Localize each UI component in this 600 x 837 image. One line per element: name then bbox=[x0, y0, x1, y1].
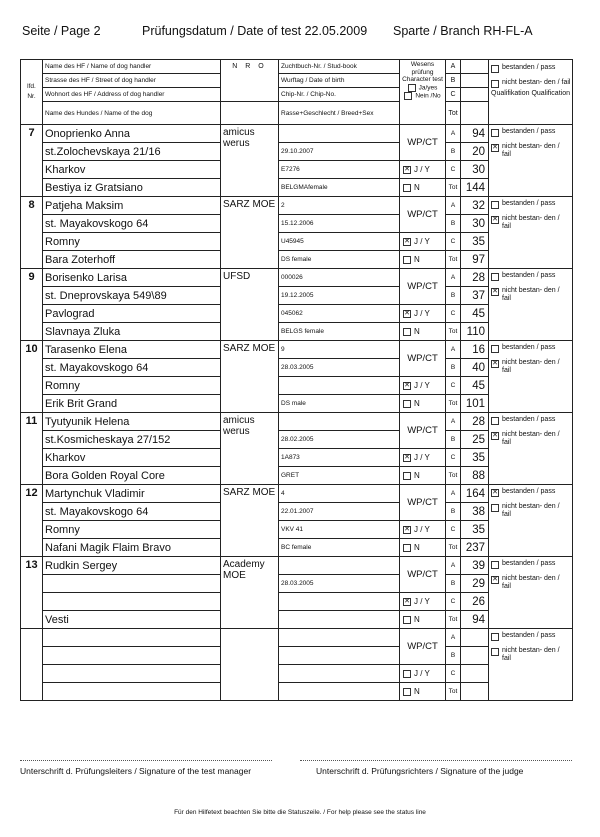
label-tot: Tot bbox=[446, 179, 461, 197]
checkbox-icon bbox=[408, 84, 416, 92]
score-a: 28 bbox=[461, 413, 489, 431]
handler-name: Onoprienko Anna bbox=[43, 125, 221, 143]
yes-option: J / Y bbox=[400, 665, 446, 683]
wpct-label: WP/CT bbox=[400, 341, 446, 377]
label-c: C bbox=[446, 521, 461, 539]
pass-checkbox-icon[interactable] bbox=[491, 201, 499, 209]
handler-city bbox=[43, 665, 221, 683]
yes-checkbox-icon[interactable] bbox=[403, 670, 411, 678]
studbook: 000026 bbox=[279, 269, 400, 287]
outcome: bestanden / pass ✕ nicht bestan- den / fail bbox=[489, 341, 573, 413]
score-b: 25 bbox=[461, 431, 489, 449]
no-option: N bbox=[400, 179, 446, 197]
handler-name: Rudkin Sergey bbox=[43, 557, 221, 575]
club: SARZ MOE bbox=[221, 197, 279, 269]
street-header: Strasse des HF / Street of dog handler bbox=[43, 74, 221, 88]
fail-checkbox-icon[interactable]: ✕ bbox=[492, 144, 498, 151]
label-a: A bbox=[446, 197, 461, 215]
pass-checkbox-icon[interactable]: ✕ bbox=[492, 489, 498, 496]
label-a: A bbox=[446, 341, 461, 359]
club: amicus werus bbox=[221, 413, 279, 485]
no-option: N bbox=[400, 611, 446, 629]
label-a: A bbox=[446, 269, 461, 287]
wpct-label: WP/CT bbox=[400, 629, 446, 665]
score-c: 45 bbox=[461, 305, 489, 323]
label-b: B bbox=[446, 359, 461, 377]
label-tot: Tot bbox=[446, 683, 461, 701]
handler-name: Martynchuk Vladimir bbox=[43, 485, 221, 503]
label-a: A bbox=[446, 557, 461, 575]
entry-number: 8 bbox=[21, 197, 43, 269]
breed-sex: DS female bbox=[279, 251, 400, 269]
fail-checkbox-icon[interactable]: ✕ bbox=[492, 288, 498, 295]
outcome: bestanden / pass nicht bestan- den / fail bbox=[489, 629, 573, 701]
handler-name bbox=[43, 629, 221, 647]
date-of-birth: 28.03.2005 bbox=[279, 359, 400, 377]
chip-header: Chip-Nr. / Chip-No. bbox=[279, 88, 400, 102]
entry-row bbox=[21, 269, 573, 287]
score-b: 38 bbox=[461, 503, 489, 521]
dog-name: Slavnaya Zluka bbox=[43, 323, 221, 341]
label-a: A bbox=[446, 413, 461, 431]
nro-header: N R O bbox=[221, 60, 279, 102]
no-checkbox-icon[interactable] bbox=[403, 256, 411, 264]
handler-name: Patjeha Maksim bbox=[43, 197, 221, 215]
club: SARZ MOE bbox=[221, 485, 279, 557]
label-b: B bbox=[446, 143, 461, 161]
breed-sex: BC female bbox=[279, 539, 400, 557]
studbook bbox=[279, 629, 400, 647]
score-a: 39 bbox=[461, 557, 489, 575]
label-b: B bbox=[446, 503, 461, 521]
score-a: 94 bbox=[461, 125, 489, 143]
studbook bbox=[279, 413, 400, 431]
handler-name: Tyutyunik Helena bbox=[43, 413, 221, 431]
handler-name: Borisenko Larisa bbox=[43, 269, 221, 287]
handler-city: Romny bbox=[43, 521, 221, 539]
score-b: 29 bbox=[461, 575, 489, 593]
score-a: 28 bbox=[461, 269, 489, 287]
chip-number: VKV 41 bbox=[279, 521, 400, 539]
score-b: 37 bbox=[461, 287, 489, 305]
score-total: 97 bbox=[461, 251, 489, 269]
handler-street: st. Mayakovskogo 64 bbox=[43, 359, 221, 377]
score-b bbox=[461, 647, 489, 665]
results-table bbox=[20, 59, 573, 701]
outcome: ✕ bestanden / pass nicht bestan- den / fail bbox=[489, 485, 573, 557]
outcome: bestanden / pass ✕ nicht bestan- den / fail bbox=[489, 197, 573, 269]
breed-sex: BELGMAfemale bbox=[279, 179, 400, 197]
breed-sex bbox=[279, 611, 400, 629]
label-c: C bbox=[446, 305, 461, 323]
label-c: C bbox=[446, 377, 461, 395]
label-c: C bbox=[446, 593, 461, 611]
outcome: bestanden / pass ✕ nicht bestan- den / fail bbox=[489, 413, 573, 485]
studbook: 2 bbox=[279, 197, 400, 215]
label-b: B bbox=[446, 215, 461, 233]
label-c: C bbox=[446, 233, 461, 251]
label-tot: Tot bbox=[446, 251, 461, 269]
checkbox-icon bbox=[491, 80, 499, 88]
score-c: 35 bbox=[461, 233, 489, 251]
no-checkbox-icon[interactable] bbox=[403, 184, 411, 192]
wpct-label: WP/CT bbox=[400, 197, 446, 233]
fail-checkbox-icon[interactable] bbox=[491, 648, 499, 656]
label-tot: Tot bbox=[446, 395, 461, 413]
chip-number: U45945 bbox=[279, 233, 400, 251]
entry-number: 12 bbox=[21, 485, 43, 557]
branch: Sparte / Branch RH-FL-A bbox=[393, 24, 533, 38]
studbook bbox=[279, 125, 400, 143]
score-c: 30 bbox=[461, 161, 489, 179]
yes-checkbox-icon[interactable]: ✕ bbox=[404, 525, 410, 533]
no-option: N bbox=[400, 395, 446, 413]
footer-help: Für den Hilfetext beachten Sie bitte die Statuszeile. / For help please see the status line bbox=[174, 809, 426, 816]
outcome: bestanden / pass ✕ nicht bestan- den / fail bbox=[489, 125, 573, 197]
handler-city: Kharkov bbox=[43, 161, 221, 179]
entry-number: 7 bbox=[21, 125, 43, 197]
breed-sex: BELGS female bbox=[279, 323, 400, 341]
dog-name: Bestiya iz Gratsiano bbox=[43, 179, 221, 197]
no-checkbox-icon[interactable] bbox=[403, 400, 411, 408]
yes-option: ✕ J / Y bbox=[400, 377, 446, 395]
label-b: B bbox=[446, 575, 461, 593]
studbook: 4 bbox=[279, 485, 400, 503]
label-c: C bbox=[446, 449, 461, 467]
handler-city bbox=[43, 593, 221, 611]
yes-option: ✕ J / Y bbox=[400, 521, 446, 539]
label-tot: Tot bbox=[446, 539, 461, 557]
label-a: A bbox=[446, 125, 461, 143]
score-a: 32 bbox=[461, 197, 489, 215]
no-checkbox-icon[interactable] bbox=[403, 544, 411, 552]
yes-checkbox-icon[interactable]: ✕ bbox=[404, 309, 410, 317]
handler-city: Romny bbox=[43, 377, 221, 395]
score-total: 88 bbox=[461, 467, 489, 485]
no-option: N bbox=[400, 323, 446, 341]
manager-signature-label: Unterschrift d. Prüfungsleiters / Signature of the test manager bbox=[20, 766, 252, 776]
outcome: bestanden / pass ✕ nicht bestan- den / fail bbox=[489, 269, 573, 341]
chip-number bbox=[279, 593, 400, 611]
fail-checkbox-icon[interactable]: ✕ bbox=[492, 216, 498, 223]
yes-option: ✕ J / Y bbox=[400, 593, 446, 611]
breed-sex: GRET bbox=[279, 467, 400, 485]
wpct-label: WP/CT bbox=[400, 413, 446, 449]
test-date: Prüfungsdatum / Date of test 22.05.2009 bbox=[142, 24, 368, 38]
chip-number: 045062 bbox=[279, 305, 400, 323]
score-b: 40 bbox=[461, 359, 489, 377]
yes-checkbox-icon[interactable]: ✕ bbox=[404, 597, 410, 605]
handler-name-header: Name des HF / Name of dog handler bbox=[43, 60, 221, 74]
studbook-header: Zuchtbuch-Nr. / Stud-book bbox=[279, 60, 400, 74]
no-checkbox-icon[interactable] bbox=[403, 616, 411, 624]
score-c bbox=[461, 665, 489, 683]
entry-row bbox=[21, 557, 573, 575]
date-of-birth: 15.12.2006 bbox=[279, 215, 400, 233]
score-total: 101 bbox=[461, 395, 489, 413]
dog-name-header: Name des Hundes / Name of the dog bbox=[43, 102, 221, 125]
label-c: C bbox=[446, 665, 461, 683]
fail-checkbox-icon[interactable]: ✕ bbox=[492, 432, 498, 439]
studbook bbox=[279, 557, 400, 575]
no-checkbox-icon[interactable] bbox=[403, 688, 411, 696]
label-a: A bbox=[446, 629, 461, 647]
result-header: bestanden / pass nicht bestan- den / fail Qualifikation Qualification bbox=[489, 60, 573, 125]
score-a bbox=[461, 629, 489, 647]
dog-name bbox=[43, 683, 221, 701]
yes-checkbox-icon[interactable]: ✕ bbox=[404, 453, 410, 461]
dog-name: Vesti bbox=[43, 611, 221, 629]
no-option: N bbox=[400, 251, 446, 269]
entry-number: 10 bbox=[21, 341, 43, 413]
fail-checkbox-icon[interactable]: ✕ bbox=[492, 576, 498, 583]
score-b: 30 bbox=[461, 215, 489, 233]
col-tot-header: Tot bbox=[446, 102, 461, 125]
label-tot: Tot bbox=[446, 323, 461, 341]
address-header: Wohnort des HF / Address of dog handler bbox=[43, 88, 221, 102]
score-total: 237 bbox=[461, 539, 489, 557]
breed-sex: DS male bbox=[279, 395, 400, 413]
pass-checkbox-icon[interactable] bbox=[491, 633, 499, 641]
club: amicus werus bbox=[221, 125, 279, 197]
dog-name: Bora Golden Royal Core bbox=[43, 467, 221, 485]
pass-checkbox-icon[interactable] bbox=[491, 417, 499, 425]
entry-number: 9 bbox=[21, 269, 43, 341]
no-option: N bbox=[400, 467, 446, 485]
club: UFSD bbox=[221, 269, 279, 341]
no-checkbox-icon[interactable] bbox=[403, 328, 411, 336]
score-total: 110 bbox=[461, 323, 489, 341]
yes-option: ✕ J / Y bbox=[400, 233, 446, 251]
entry-number: 13 bbox=[21, 557, 43, 629]
dob-header: Wurftag / Date of birth bbox=[279, 74, 400, 88]
handler-city: Pavlograd bbox=[43, 305, 221, 323]
dog-name: Bara Zoterhoff bbox=[43, 251, 221, 269]
chip-number bbox=[279, 377, 400, 395]
label-c: C bbox=[446, 161, 461, 179]
handler-street: st. Mayakovskogo 64 bbox=[43, 215, 221, 233]
entry-row bbox=[21, 413, 573, 431]
dog-name: Nafani Magik Flaim Bravo bbox=[43, 539, 221, 557]
wpct-label: WP/CT bbox=[400, 269, 446, 305]
entry-row bbox=[21, 629, 573, 647]
date-of-birth: 28.02.2005 bbox=[279, 431, 400, 449]
club: SARZ MOE bbox=[221, 341, 279, 413]
score-c: 26 bbox=[461, 593, 489, 611]
yes-checkbox-icon[interactable]: ✕ bbox=[404, 237, 410, 245]
checkbox-icon bbox=[491, 65, 499, 73]
page-header bbox=[22, 24, 578, 42]
breed-header: Rasse+Geschlecht / Breed+Sex bbox=[279, 102, 400, 125]
label-b: B bbox=[446, 647, 461, 665]
handler-city: Kharkov bbox=[43, 449, 221, 467]
pass-checkbox-icon[interactable] bbox=[491, 561, 499, 569]
fail-checkbox-icon[interactable] bbox=[491, 504, 499, 512]
outcome: bestanden / pass ✕ nicht bestan- den / fail bbox=[489, 557, 573, 629]
handler-street bbox=[43, 647, 221, 665]
no-checkbox-icon[interactable] bbox=[403, 472, 411, 480]
checkbox-icon bbox=[404, 92, 412, 100]
date-of-birth: 22.01.2007 bbox=[279, 503, 400, 521]
entry-number bbox=[21, 629, 43, 701]
wpct-label: WP/CT bbox=[400, 125, 446, 161]
breed-sex bbox=[279, 683, 400, 701]
score-c: 45 bbox=[461, 377, 489, 395]
score-b: 20 bbox=[461, 143, 489, 161]
handler-street: st. Mayakovskogo 64 bbox=[43, 503, 221, 521]
yes-checkbox-icon[interactable]: ✕ bbox=[404, 381, 410, 389]
score-c: 35 bbox=[461, 521, 489, 539]
manager-signature-line bbox=[20, 760, 272, 762]
yes-option: ✕ J / Y bbox=[400, 449, 446, 467]
handler-name: Tarasenko Elena bbox=[43, 341, 221, 359]
judge-signature-label: Unterschrift d. Prüfungsrichters / Signature of the judge bbox=[316, 766, 524, 776]
studbook: 9 bbox=[279, 341, 400, 359]
col-a-header: A bbox=[446, 60, 461, 74]
col-b-header: B bbox=[446, 74, 461, 88]
no-option: N bbox=[400, 683, 446, 701]
score-total: 144 bbox=[461, 179, 489, 197]
lfd-nr-header: lfd. Nr. bbox=[21, 60, 43, 125]
label-tot: Tot bbox=[446, 611, 461, 629]
judge-signature-line bbox=[300, 760, 572, 762]
handler-city: Romny bbox=[43, 233, 221, 251]
wpct-label: WP/CT bbox=[400, 557, 446, 593]
date-of-birth: 29.10.2007 bbox=[279, 143, 400, 161]
handler-street bbox=[43, 575, 221, 593]
score-total bbox=[461, 683, 489, 701]
handler-street: st. Dneprovskaya 549\89 bbox=[43, 287, 221, 305]
handler-street: st.Zolochevskaya 21/16 bbox=[43, 143, 221, 161]
dog-name: Erik Brit Grand bbox=[43, 395, 221, 413]
yes-checkbox-icon[interactable]: ✕ bbox=[404, 165, 410, 173]
page-number: Seite / Page 2 bbox=[22, 24, 101, 38]
chip-number: 1A873 bbox=[279, 449, 400, 467]
chip-number: E7276 bbox=[279, 161, 400, 179]
yes-option: ✕ J / Y bbox=[400, 305, 446, 323]
chip-number bbox=[279, 665, 400, 683]
label-b: B bbox=[446, 431, 461, 449]
pass-checkbox-icon[interactable] bbox=[491, 129, 499, 137]
entry-row bbox=[21, 125, 573, 143]
qualification-header: Qualifikation Qualification bbox=[491, 90, 570, 97]
pass-checkbox-icon[interactable] bbox=[491, 345, 499, 353]
score-a: 164 bbox=[461, 485, 489, 503]
pass-checkbox-icon[interactable] bbox=[491, 273, 499, 281]
label-tot: Tot bbox=[446, 467, 461, 485]
score-a: 16 bbox=[461, 341, 489, 359]
label-a: A bbox=[446, 485, 461, 503]
date-of-birth: 19.12.2005 bbox=[279, 287, 400, 305]
club: Academy MOE bbox=[221, 557, 279, 629]
handler-street: st.Kosmicheskaya 27/152 bbox=[43, 431, 221, 449]
no-option: N bbox=[400, 539, 446, 557]
wpct-label: WP/CT bbox=[400, 485, 446, 521]
score-c: 35 bbox=[461, 449, 489, 467]
score-total: 94 bbox=[461, 611, 489, 629]
date-of-birth bbox=[279, 647, 400, 665]
label-b: B bbox=[446, 287, 461, 305]
col-c-header: C bbox=[446, 88, 461, 102]
entry-row bbox=[21, 197, 573, 215]
entry-number: 11 bbox=[21, 413, 43, 485]
club bbox=[221, 629, 279, 701]
fail-checkbox-icon[interactable]: ✕ bbox=[492, 360, 498, 367]
entry-row bbox=[21, 341, 573, 359]
date-of-birth: 28.03.2005 bbox=[279, 575, 400, 593]
yes-option: ✕ J / Y bbox=[400, 161, 446, 179]
character-test-header: Wesens prüfung Character test Ja/yes Nein /No bbox=[400, 60, 446, 125]
entry-row bbox=[21, 485, 573, 503]
